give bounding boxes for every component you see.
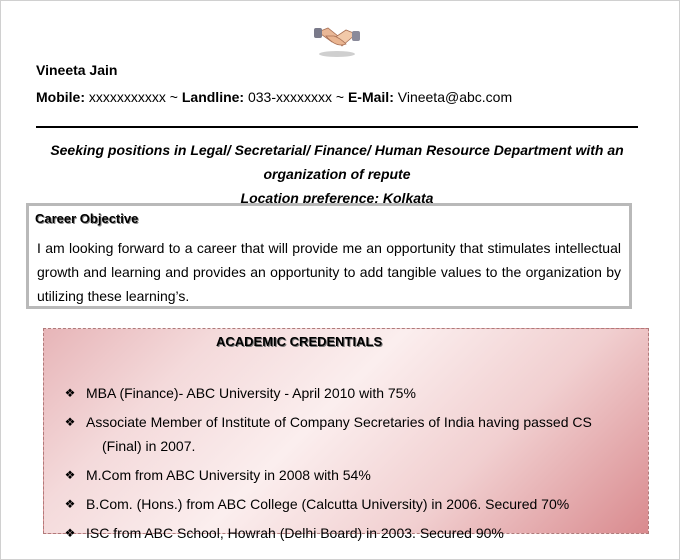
contact-line	[36, 89, 512, 105]
header-divider	[36, 126, 638, 128]
mobile-value: xxxxxxxxxxx ~	[88, 89, 178, 105]
handshake-icon	[312, 22, 362, 58]
list-item-text: B.Com. (Hons.) from ABC College (Calcutta University) in 2006. Secured 70%	[86, 496, 570, 512]
diamond-bullet-icon: ❖	[64, 526, 76, 540]
mobile-label: Mobile:	[36, 89, 85, 105]
email-value[interactable]: Vineeta@abc.com	[397, 89, 513, 105]
email-label: E-Mail:	[347, 89, 394, 105]
diamond-bullet-icon: ❖	[64, 468, 76, 482]
candidate-name: Vineeta Jain	[36, 62, 118, 78]
list-item	[62, 381, 602, 405]
list-item	[62, 463, 602, 487]
career-objective-text: I am looking forward to a career that will provide me an opportunity that stimulates intellectual growth and learning and provides an opportunity to add tangible values to the organization by utilizing these learning’s.	[37, 240, 621, 304]
diamond-bullet-icon: ❖	[64, 415, 76, 429]
academic-list	[62, 381, 602, 550]
list-item	[62, 410, 602, 458]
list-item-text: Associate Member of Institute of Company Secretaries of India having passed CS	[86, 414, 592, 430]
academic-credentials-title: ACADEMIC CREDENTIALS	[216, 334, 383, 349]
career-objective-title: Career Objective	[35, 211, 139, 226]
landline-label: Landline:	[181, 89, 245, 105]
diamond-bullet-icon: ❖	[64, 497, 76, 511]
list-item	[62, 521, 602, 545]
list-item-text: M.Com from ABC University in 2008 with 54%	[86, 467, 371, 483]
objective-line-2: organization of repute	[263, 166, 411, 182]
career-objective-box	[26, 203, 632, 309]
list-item-text: MBA (Finance)- ABC University - April 2010 with 75%	[86, 385, 416, 401]
landline-value: 033-xxxxxxxx ~	[247, 89, 345, 105]
diamond-bullet-icon: ❖	[64, 386, 76, 400]
list-item-text: ISC from ABC School, Howrah (Delhi Board) in 2003. Secured 90%	[86, 525, 504, 541]
list-item-continuation: (Final) in 2007.	[102, 438, 196, 454]
academic-credentials-box	[43, 328, 649, 541]
objective-heading	[36, 138, 638, 210]
location-preference: Location preference: Kolkata	[240, 190, 434, 206]
objective-line-1: Seeking positions in Legal/ Secretarial/ Finance/ Human Resource Department with an	[50, 142, 624, 158]
list-item	[62, 492, 602, 516]
